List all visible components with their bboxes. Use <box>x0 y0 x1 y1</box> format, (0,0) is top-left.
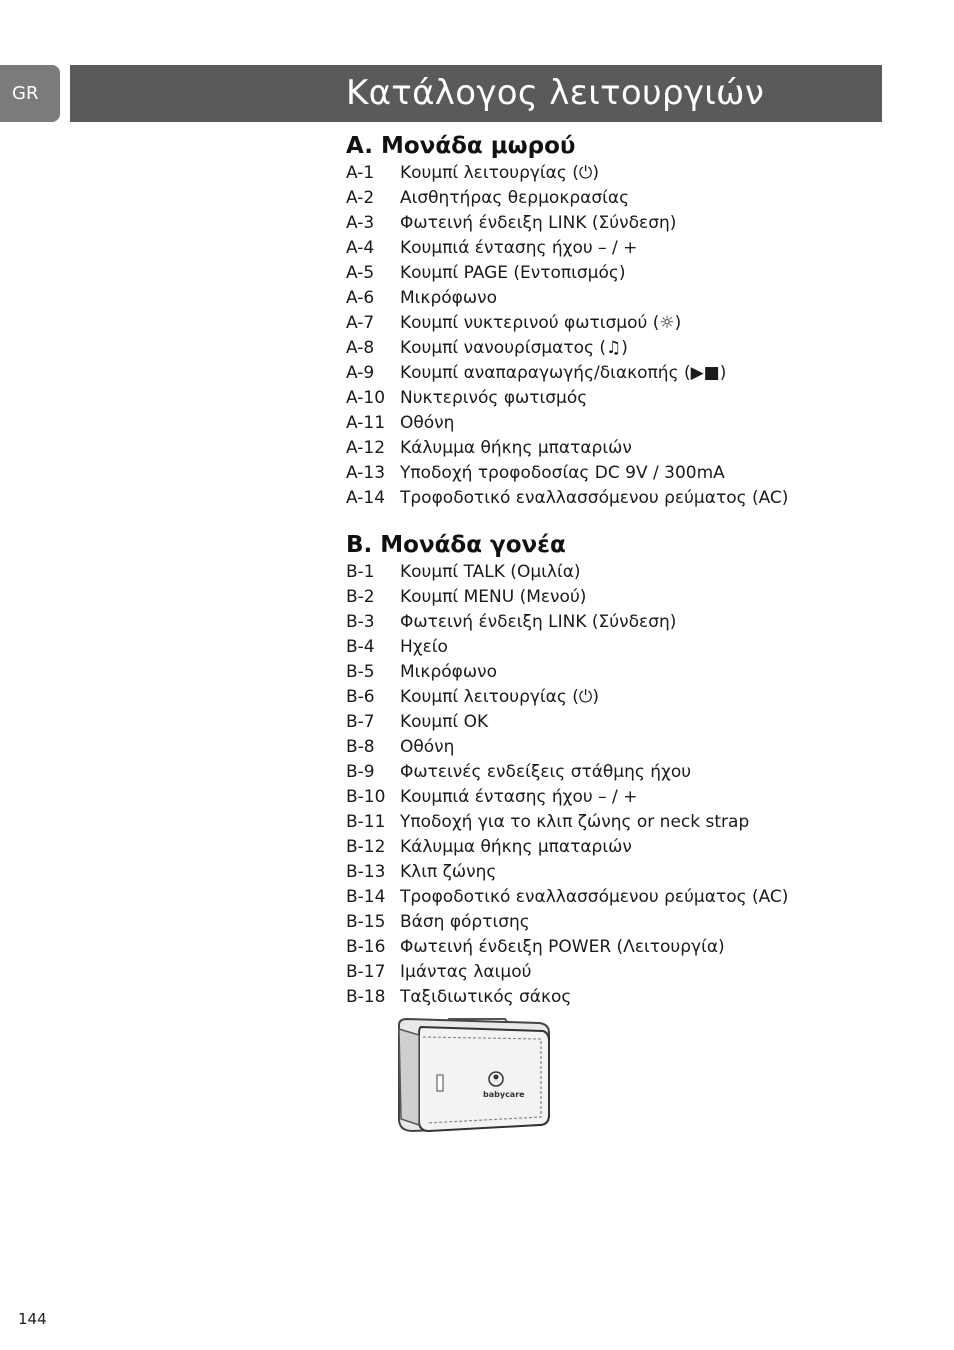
item-label: Κάλυμμα θήκης μπαταριών <box>400 837 632 857</box>
item-label: Κουμπί νυκτερινού φωτισμού (☼) <box>400 313 682 333</box>
item-code: B-18 <box>346 987 386 1007</box>
item-code: B-13 <box>346 862 386 882</box>
list-item <box>346 910 788 935</box>
item-code: B-14 <box>346 887 386 907</box>
item-label: Βάση φόρτισης <box>400 912 530 932</box>
list-item <box>346 585 788 610</box>
list-item <box>346 436 788 461</box>
list-item <box>346 885 788 910</box>
item-code: A-11 <box>346 413 386 433</box>
list-item <box>346 236 788 261</box>
item-code: A-9 <box>346 363 375 383</box>
item-label: Φωτεινή ένδειξη LINK (Σύνδεση) <box>400 213 677 233</box>
item-code: A-14 <box>346 488 386 508</box>
item-label: Φωτεινή ένδειξη LINK (Σύνδεση) <box>400 612 677 632</box>
item-code: B-17 <box>346 962 386 982</box>
list-item <box>346 311 788 336</box>
item-label: Κουμπί OK <box>400 712 489 732</box>
list-item <box>346 685 788 710</box>
list-item <box>346 336 788 361</box>
list-item <box>346 810 788 835</box>
list-item <box>346 486 788 511</box>
item-code: B-7 <box>346 712 375 732</box>
section-a-list <box>346 161 788 511</box>
item-code: A-8 <box>346 338 375 358</box>
item-code: B-8 <box>346 737 375 757</box>
item-label: Υποδοχή τροφοδοσίας DC 9V / 300mA <box>400 463 725 483</box>
item-label: Φωτεινή ένδειξη POWER (Λειτουργία) <box>400 937 725 957</box>
list-item <box>346 860 788 885</box>
list-item <box>346 186 788 211</box>
list-item <box>346 211 788 236</box>
list-item <box>346 785 788 810</box>
item-label: Τροφοδοτικό εναλλασσόμενου ρεύματος (AC) <box>400 887 789 907</box>
item-label: Κουμπί λειτουργίας (⏻) <box>400 687 599 707</box>
item-label: Ηχείο <box>400 637 448 657</box>
item-label: Κουμπί MENU (Μενού) <box>400 587 587 607</box>
item-label: Νυκτερινός φωτισμός <box>400 388 588 408</box>
list-item <box>346 960 788 985</box>
item-code: B-5 <box>346 662 375 682</box>
item-label: Κουμπί PAGE (Εντοπισμός) <box>400 263 626 283</box>
bag-logo-text: babycare <box>483 1090 525 1099</box>
page-title: Κατάλογος λειτουργιών <box>346 73 765 113</box>
section-parent-unit <box>346 530 788 1010</box>
item-label: Οθόνη <box>400 737 455 757</box>
item-code: B-2 <box>346 587 375 607</box>
item-code: B-12 <box>346 837 386 857</box>
item-code: B-9 <box>346 762 375 782</box>
item-code: B-15 <box>346 912 386 932</box>
item-label: Κουμπί αναπαραγωγής/διακοπής (▶■) <box>400 363 727 383</box>
item-code: B-11 <box>346 812 386 832</box>
item-label: Οθόνη <box>400 413 455 433</box>
item-label: Φωτεινές ενδείξεις στάθμης ήχου <box>400 762 692 782</box>
list-item <box>346 935 788 960</box>
item-code: A-10 <box>346 388 386 408</box>
list-item <box>346 361 788 386</box>
item-label: Ταξιδιωτικός σάκος <box>400 987 572 1007</box>
item-label: Κάλυμμα θήκης μπαταριών <box>400 438 632 458</box>
list-item <box>346 735 788 760</box>
list-item <box>346 386 788 411</box>
item-label: Κουμπιά έντασης ήχου – / + <box>400 238 638 258</box>
item-label: Κουμπιά έντασης ήχου – / + <box>400 787 638 807</box>
travel-bag-image <box>393 1015 553 1141</box>
page-number: 144 <box>18 1310 47 1328</box>
section-b-list <box>346 560 788 1010</box>
language-tab-label: GR <box>12 83 39 104</box>
item-code: B-4 <box>346 637 375 657</box>
item-code: A-6 <box>346 288 375 308</box>
item-label: Κουμπί λειτουργίας (⏻) <box>400 163 599 183</box>
list-item <box>346 261 788 286</box>
list-item <box>346 635 788 660</box>
list-item <box>346 835 788 860</box>
item-code: B-6 <box>346 687 375 707</box>
list-item <box>346 760 788 785</box>
item-code: A-4 <box>346 238 375 258</box>
list-item <box>346 411 788 436</box>
item-code: B-16 <box>346 937 386 957</box>
item-label: Μικρόφωνο <box>400 662 497 682</box>
list-item <box>346 161 788 186</box>
item-label: Τροφοδοτικό εναλλασσόμενου ρεύματος (AC) <box>400 488 789 508</box>
item-code: A-7 <box>346 313 375 333</box>
item-code: B-1 <box>346 562 375 582</box>
item-label: Υποδοχή για το κλιπ ζώνης or neck strap <box>400 812 750 832</box>
item-code: A-5 <box>346 263 375 283</box>
item-code: A-13 <box>346 463 386 483</box>
item-code: B-10 <box>346 787 386 807</box>
item-label: Αισθητήρας θερμοκρασίας <box>400 188 630 208</box>
item-label: Κουμπί νανουρίσματος (♫) <box>400 338 628 358</box>
title-bar <box>70 65 882 122</box>
section-a-heading: A. Μονάδα μωρού <box>346 133 576 159</box>
item-label: Κλιπ ζώνης <box>400 862 497 882</box>
list-item <box>346 560 788 585</box>
list-item <box>346 461 788 486</box>
item-label: Μικρόφωνο <box>400 288 497 308</box>
item-code: B-3 <box>346 612 375 632</box>
item-code: A-2 <box>346 188 375 208</box>
list-item <box>346 610 788 635</box>
list-item <box>346 710 788 735</box>
item-code: A-12 <box>346 438 386 458</box>
item-label: Κουμπί TALK (Ομιλία) <box>400 562 581 582</box>
item-code: A-1 <box>346 163 375 183</box>
section-baby-unit <box>346 131 788 511</box>
list-item <box>346 660 788 685</box>
language-tab <box>0 65 60 122</box>
item-label: Ιμάντας λαιμού <box>400 962 532 982</box>
section-b-heading: B. Μονάδα γονέα <box>346 532 566 558</box>
item-code: A-3 <box>346 213 375 233</box>
list-item <box>346 985 788 1010</box>
list-item <box>346 286 788 311</box>
